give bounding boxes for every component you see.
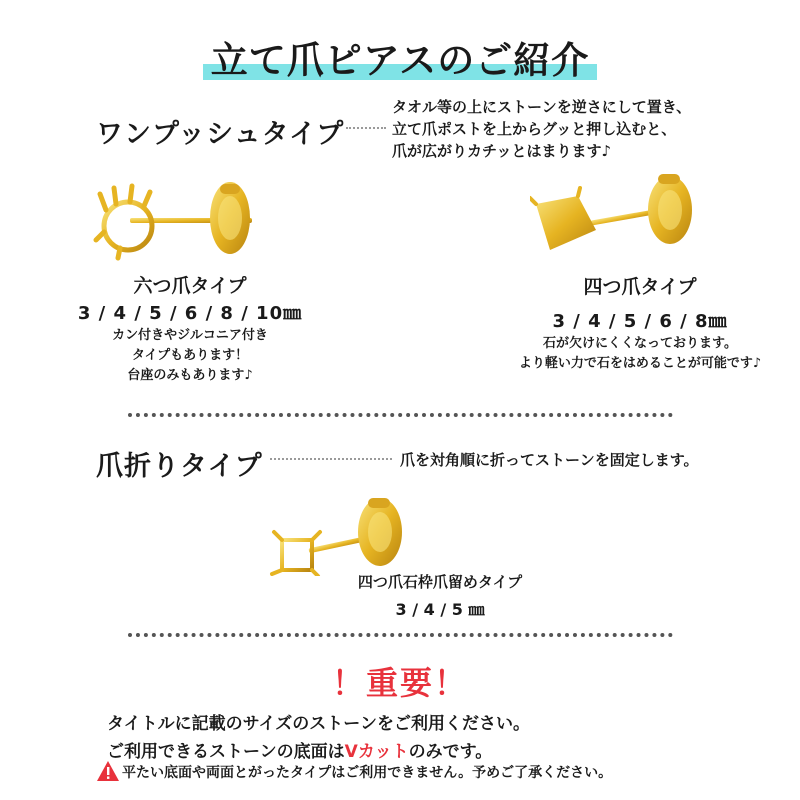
fold-leader — [270, 458, 392, 460]
fold-description: 爪を対角順に折ってストーンを固定します。 — [400, 451, 699, 469]
page-title-wrap — [0, 30, 800, 84]
four-prong-sizes: 3 / 4 / 5 / 6 / 8㎜ — [552, 311, 728, 332]
one-push-heading: ワンプッシュタイプ — [96, 119, 345, 150]
six-prong-earring-image — [90, 176, 270, 266]
six-prong-notes: カン付きやジルコニア付き タイプもあります！ 台座のみもあります♪ — [112, 328, 268, 383]
important-line-2: ご利用できるストーンの底面はVカットのみです。 — [107, 742, 493, 762]
fold-item-sizes: 3 / 4 / 5 ㎜ — [395, 600, 485, 619]
one-push-description: タオル等の上にストーンを逆さにして置き、 立て爪ポストを上からグッと押し込むと、 爪が広がりカチッとはまります♪ — [392, 98, 692, 160]
four-prong-earring-image — [530, 170, 710, 265]
fold-heading: 爪折りタイプ — [96, 451, 263, 482]
six-prong-sizes: 3 / 4 / 5 / 6 / 8 / 10㎜ — [77, 303, 303, 324]
one-push-leader — [346, 127, 386, 129]
important-heading: ！重要！ — [331, 664, 468, 702]
six-prong-name: 六つ爪タイプ — [133, 275, 247, 297]
warning-icon — [96, 760, 120, 782]
four-prong-name: 四つ爪タイプ — [583, 276, 697, 298]
v-cut-highlight: Vカット — [344, 742, 409, 762]
four-prong-setting-earring-image — [268, 496, 418, 576]
separator — [128, 633, 673, 637]
separator — [128, 413, 673, 417]
page-title: 立て爪ピアスのご紹介 — [207, 30, 594, 84]
warning-text: 平たい底面や両面とがったタイプはご利用できません。予めご了承ください。 — [122, 765, 613, 781]
fold-item-name: 四つ爪石枠爪留めタイプ — [357, 573, 523, 591]
four-prong-notes: 石が欠けにくくなっております。 より軽い力で石をはめることが可能です♪ — [518, 336, 762, 371]
important-line-1: タイトルに記載のサイズのストーンをご利用ください。 — [107, 714, 530, 734]
